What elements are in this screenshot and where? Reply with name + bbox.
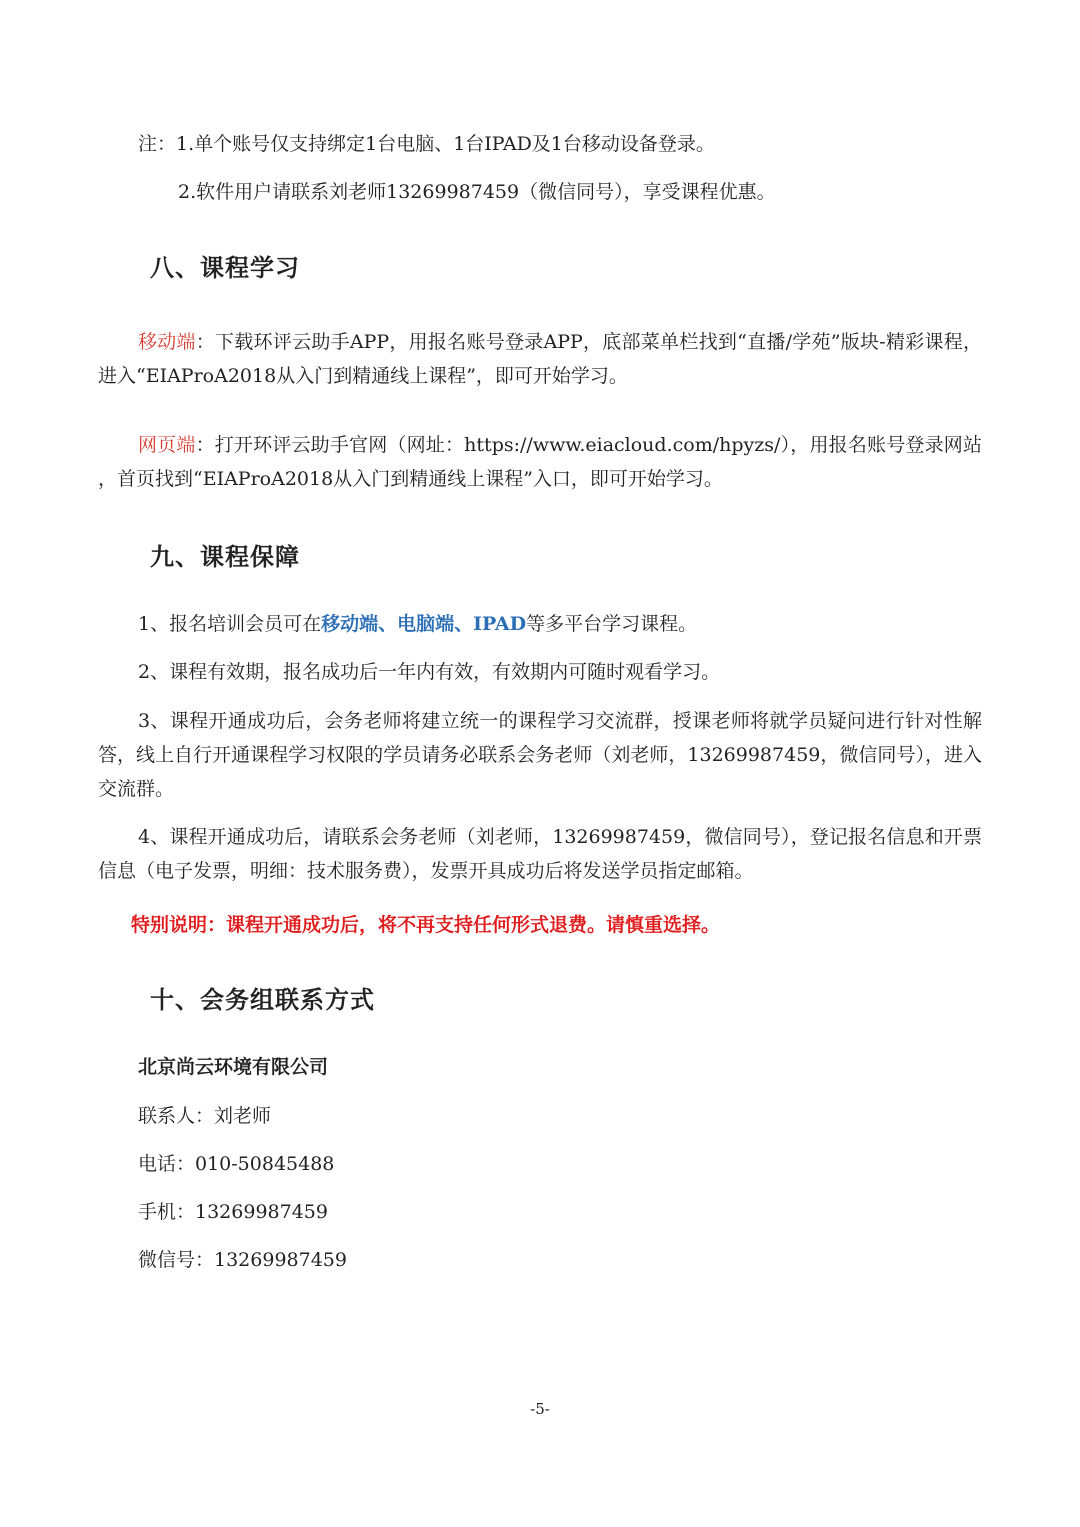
web-text: ：打开环评云助手官网（网址：https://www.eiacloud.com/hpyzs/），用报名账号登录网站 ，首页找到“EIAProA2018从入门到精通线上课程”入口，即可开始学习。 — [98, 434, 982, 490]
mobile-text: ：下载环评云助手APP，用报名账号登录APP，底部菜单栏找到“直播/学苑”版块-精彩课程，进入“EIAProA2018从入门到精通线上课程”，即可开始学习。 — [98, 331, 982, 387]
note-2: 2.软件用户请联系刘老师13269987459（微信同号），享受课程优惠。 — [178, 181, 776, 203]
section-9-heading: 九、课程保障 — [150, 542, 300, 571]
item1-suffix: 等多平台学习课程。 — [526, 613, 698, 635]
mobile-paragraph — [98, 325, 982, 393]
mobile-label: 移动端 — [138, 331, 196, 353]
guarantee-item-2: 2、课程有效期，报名成功后一年内有效，有效期内可随时观看学习。 — [138, 661, 721, 683]
page-number: -5- — [530, 1400, 550, 1418]
section-8-heading: 八、课程学习 — [150, 253, 300, 282]
contact-wechat: 微信号：13269987459 — [138, 1249, 347, 1271]
guarantee-item-3: 3、课程开通成功后，会务老师将建立统一的课程学习交流群，授课老师将就学员疑问进行针对性解答，线上自行开通课程学习权限的学员请务必联系会务老师（刘老师，13269987459，微信同号），进入交流群。 — [98, 710, 982, 800]
company-name: 北京尚云环境有限公司 — [138, 1056, 329, 1078]
contact-mobile: 手机：13269987459 — [138, 1201, 328, 1223]
guarantee-item-1 — [138, 610, 697, 638]
contact-person: 联系人：刘老师 — [138, 1105, 272, 1127]
item1-prefix: 1、报名培训会员可在 — [138, 613, 322, 635]
special-notice: 特别说明：课程开通成功后，将不再支持任何形式退费。请慎重选择。 — [131, 914, 721, 936]
section-10-heading: 十、会务组联系方式 — [150, 985, 375, 1014]
web-paragraph — [98, 428, 982, 496]
guarantee-item-4: 4、课程开通成功后，请联系会务老师（刘老师，13269987459，微信同号），登记报名信息和开票信息（电子发票，明细：技术服务费），发票开具成功后将发送学员指定邮箱。 — [98, 826, 982, 882]
item1-platforms: 移动端、电脑端、IPAD — [321, 613, 527, 635]
note-1: 注：1.单个账号仅支持绑定1台电脑、1台IPAD及1台移动设备登录。 — [138, 133, 715, 155]
web-label: 网页端 — [138, 434, 196, 456]
contact-phone: 电话：010-50845488 — [138, 1153, 335, 1175]
